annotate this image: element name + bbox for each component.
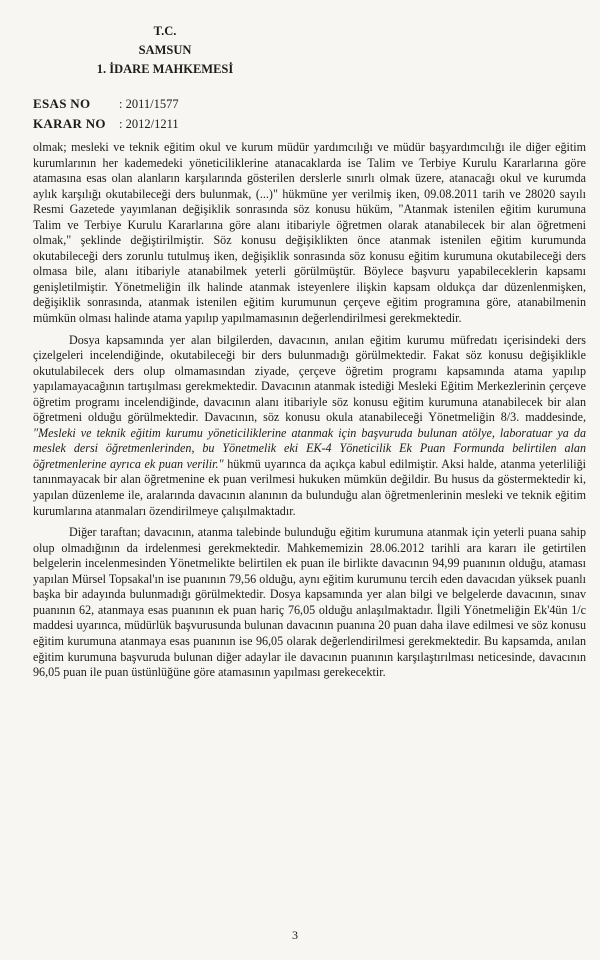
paragraph-2 [33, 333, 586, 520]
header-city: SAMSUN [138, 43, 192, 57]
case-meta [33, 94, 179, 134]
header-court-name: 1. İDARE MAHKEMESİ [96, 62, 234, 76]
paragraph-2-text-b: hükmü uyarınca da açıkça kabul edilmiştir. Aksi halde, atanma yeterliliği tanınmayacak bir alan öğretmenine ek puan verilmesi hukuken mümkün değildir. Bu husus da göstermektedir ki, yapılan düzenleme ile, aralarında davacının alanının da bulunduğu alan öğretmenlerinin mesleki ve teknik eğitim kurumlarına atanmaları özendirilmeye çalışılmaktadır. [33, 456, 586, 518]
esas-row [33, 94, 179, 114]
paragraph-2-text-a: Dosya kapsamında yer alan bilgilerden, davacının, anılan eğitim kurumu müfredatı içerisindeki ders çizelgeleri incelendiğinde, okutabileceği bir ders bulunmadığı görülmektedir. Fakat söz konusu değişiklikle okutulabilecek ders olup olmamasından ziyade, çerçeve öğretim programı kapsamında atama yapılıp yapılamayacağının tartışılması gerekmektedir. Davacının atanmak istediği Mesleki Eğitim Merkezlerinin çerçeve öğretim programı incelendiğinde, davacının alanı itibariyle söz konusu eğitim kurumuna atanabilecek bir alan öğretmeni olduğu görülmektedir. Davacının, söz konusu okula atanabileceği Yönetmeliğin 8/3. maddesinde, [33, 332, 586, 425]
document-body [33, 140, 586, 687]
paragraph-3: Diğer taraftan; davacının, atanma talebinde bulunduğu eğitim kurumuna atanmak için yeterli puana sahip olup olmadığının da irdelenmesi gerekmektedir. Mahkememizin 28.06.2012 tarihli ara kararı ile getirtilen belgelerin incelenmesinden Yönetmelikte belirtilen ek puan ile birlikte davacının 94,99 puanının olduğu, ataması yapılan Mürsel Topsakal'ın ise puanının 79,56 olduğu, aynı eğitim kurumunu tercih eden davacıdan yüksek puanlı başka bir adayında bulunmadığı görülmektedir. Dosya kapsamında yer alan bilgi ve belgelerde davacının, sınav puanının 62, atanmaya esas puanının ek puan hariç 76,05 olduğu anlaşılmaktadır. İlgili Yönetmeliğin Ek'4ün 1/c maddesi uyarınca, müdürlük başvurusunda bulunan davacının puanına 20 puan daha ilave edilmesi ve söz konusu eğitim kurumuna atanmaya esas puanının ise 96,05 olarak değerlendirilmesi gerekmektedir. Bu kapsamda, anılan eğitim kurumuna başvuruda bulunan diğer adaylar ile davacının puanının karşılaştırılması neticesinde, davacının 96,05 puan ile puan üstünlüğüne göre atamasının yapılması gerekecektir. [33, 525, 586, 680]
karar-value: : 2012/1211 [119, 117, 179, 131]
header-tc: T.C. [153, 24, 177, 38]
page-number: 3 [292, 928, 298, 942]
paragraph-1: olmak; mesleki ve teknik eğitim okul ve kurum müdür yardımcılığı ve müdür başyardımcılığı ile diğer eğitim kurumlarının her kademedeki yöneticiliklerine atanacaklarda ise Talim ve Terbiye Kurulu Kararlarına göre atamasına esas olan alanların karşılarında gösterilen derslerle sınırlı olmak üzere, atanacağı okul ve kurumda aylık karşılığı okutabileceği ders bulunmak, (...)" hükmüne yer verilmiş iken, 09.08.2011 tarih ve 28020 sayılı Resmi Gazetede yayımlanan değişiklik sonrasında söz konusu hüküm, "Atanmak istenilen eğitim kurumuna Talim ve Terbiye Kurulu Kararlarına göre alanı itibariyle öğretmen olarak atanabilecek bir alan öğretmeni olmak," şeklinde değiştirilmiştir. Söz konusu değişiklikten önce atanmak istenilen eğitim kurumunda okutabileceği ders zorunlu tutulmuş iken, değişiklik sonrasında söz konusu eğitim kurumuna okutabileceği ders olmasa bile, alanı itibariyle atanabilmek yeterli görülmüştür. Böylece başvuru yapabileceklerin kapsamı genişletilmiştir. Yönetmeliğin ilk halinde atanmak isteyenlere ilişkin kapsam oldukça dar düzenlenmişken, değişiklik sonrasında, atanmak istenilen eğitim kurumunun çerçeve eğitim programına göre, atanabilmenin mümkün olması halinde atama yapılıp yapılmamasının değerlendirilmesi gerekmektedir. [33, 140, 586, 326]
court-header [95, 22, 235, 79]
esas-value: : 2011/1577 [119, 97, 179, 111]
esas-label: ESAS NO [33, 96, 91, 111]
paragraph-2-quote: "Mesleki ve teknik eğitim kurumu yöneticiliklerine atanmak için başvuruda bulunan atölye, laboratuar ya da meslek dersi öğretmenlerinden, bu Yönetmelik eki EK-4 Yöneticilik Ek Puan Formunda belirtilen alan öğretmenlerine ayrıca ek puan verilir." [33, 425, 586, 471]
karar-row [33, 114, 179, 134]
karar-label: KARAR NO [33, 116, 106, 131]
